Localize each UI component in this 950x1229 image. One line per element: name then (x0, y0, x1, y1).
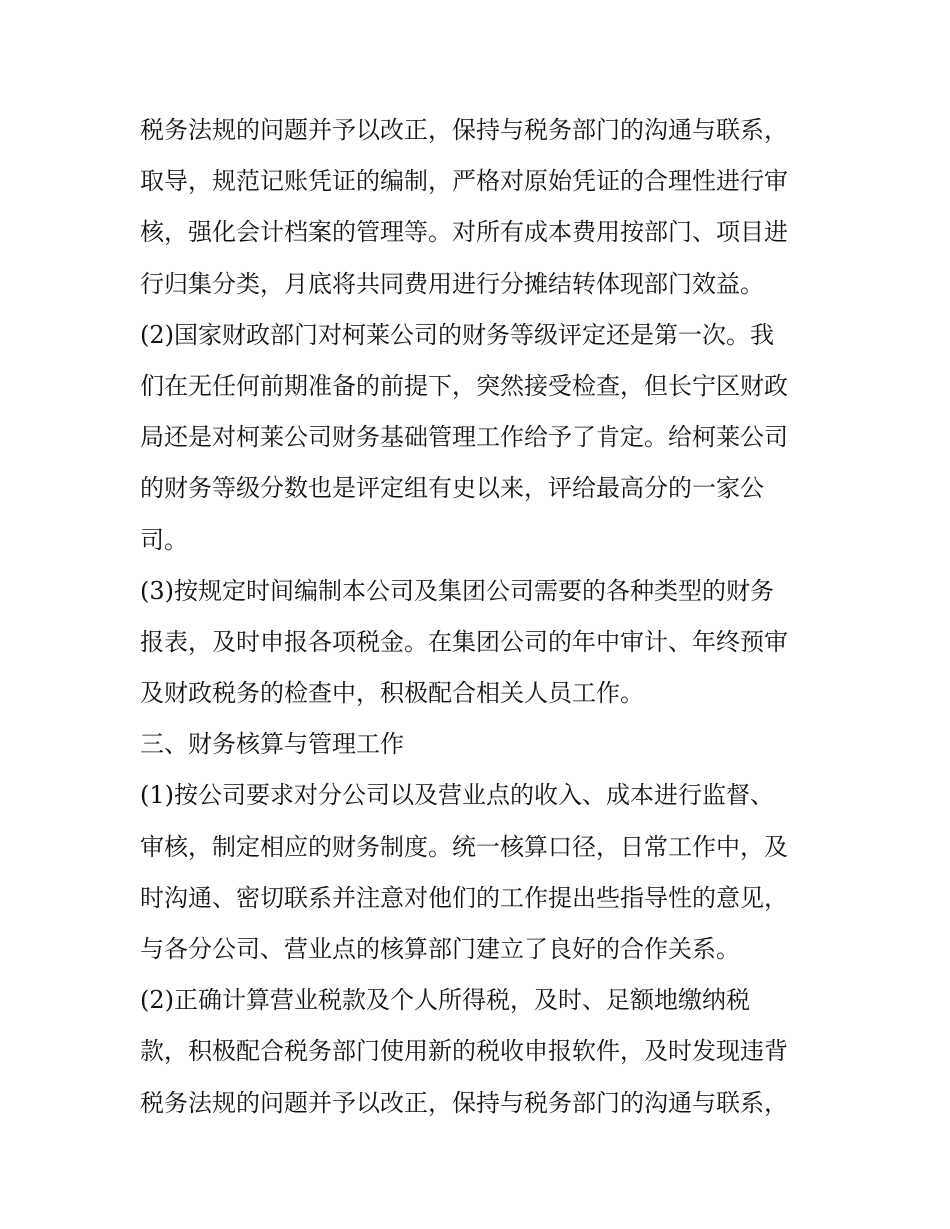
text-line: 行归集分类，月底将共同费用进行分摊结转体现部门效益。 (140, 269, 764, 298)
text-line: 时沟通、密切联系并注意对他们的工作提出些指导性的意见， (140, 883, 788, 912)
text-line: (2)正确计算营业税款及个人所得税，及时、足额地缴纳税 (140, 986, 750, 1015)
document-body (140, 105, 820, 1129)
text-line: 及财政税务的检查中，积极配合相关人员工作。 (140, 679, 644, 708)
text-line: 们在无任何前期准备的前提下，突然接受检查，但长宁区财政 (140, 371, 788, 400)
text-line: 税务法规的问题并予以改正，保持与税务部门的沟通与联系， (140, 116, 788, 144)
text-line: (2)国家财政部门对柯莱公司的财务等级评定还是第一次。我 (140, 320, 774, 349)
text-line: 款，积极配合税务部门使用新的税收申报软件，及时发现违背 (140, 1037, 788, 1066)
text-line: 核，强化会计档案的管理等。对所有成本费用按部门、项目进 (140, 218, 788, 247)
text-line: 报表，及时申报各项税金。在集团公司的年中审计、年终预审 (140, 627, 788, 656)
text-line: 税务法规的问题并予以改正，保持与税务部门的沟通与联系， (140, 1088, 788, 1117)
text-line: (1)按公司要求对分公司以及营业点的收入、成本进行监督、 (140, 781, 774, 810)
text-line: 取导，规范记账凭证的编制，严格对原始凭证的合理性进行审 (140, 167, 788, 196)
section-heading: 三、财务核算与管理工作 (140, 730, 404, 759)
text-line: (3)按规定时间编制本公司及集团公司需要的各种类型的财务 (140, 576, 774, 605)
text-line: 局还是对柯莱公司财务基础管理工作给予了肯定。给柯莱公司 (140, 423, 788, 452)
text-line: 审核，制定相应的财务制度。统一核算口径，日常工作中，及 (140, 832, 788, 861)
text-line: 的财务等级分数也是评定组有史以来，评给最高分的一家公 (140, 474, 764, 503)
text-line: 与各分公司、营业点的核算部门建立了良好的合作关系。 (140, 935, 740, 963)
text-line: 司。 (140, 525, 188, 554)
